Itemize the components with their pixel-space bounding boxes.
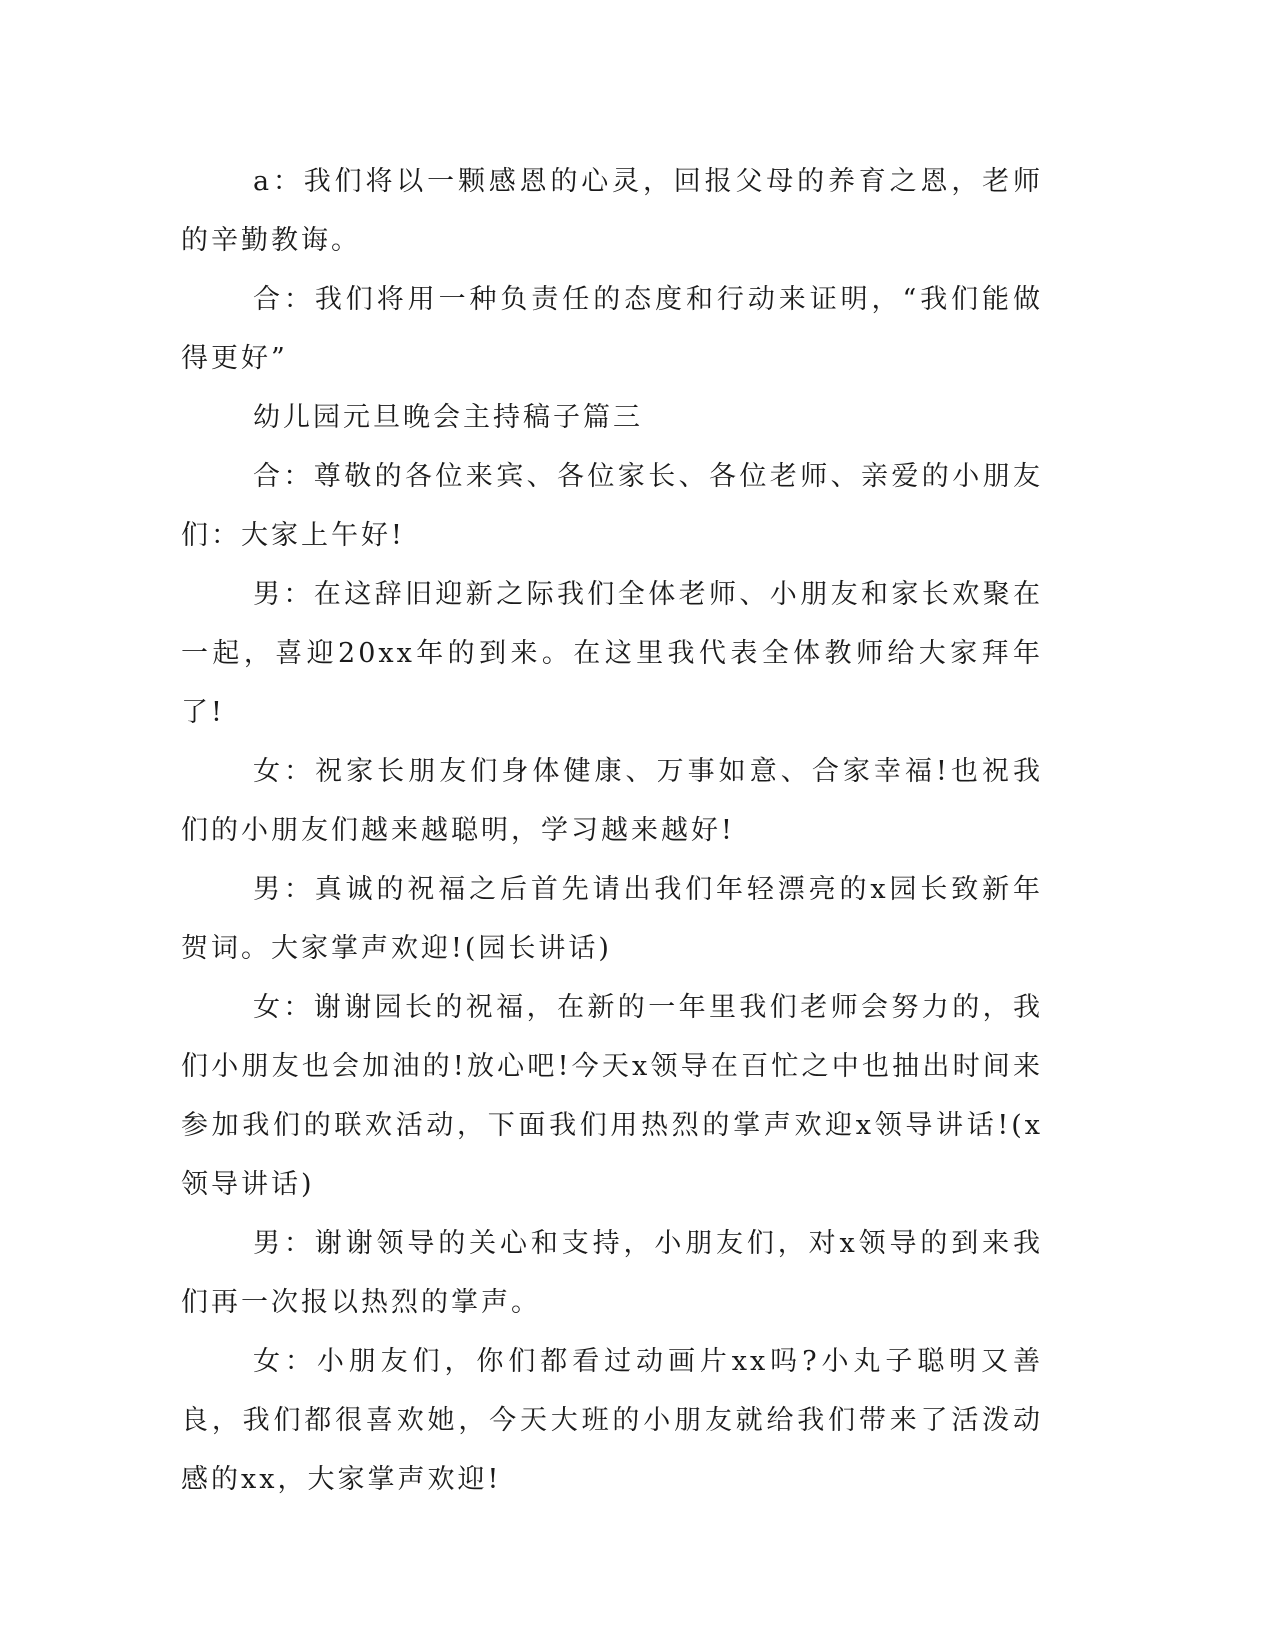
section-heading: 幼儿园元旦晚会主持稿子篇三 <box>253 402 643 433</box>
paragraph-responsibility: 合：我们将用一种负责任的态度和行动来证明，“我们能做得更好” <box>181 284 1043 374</box>
document-body <box>181 152 1043 1509</box>
paragraph-performance-intro: 女：小朋友们，你们都看过动画片xx吗?小丸子聪明又善良，我们都很喜欢她，今天大班的小朋友就给我们带来了活泼动感的xx，大家掌声欢迎! <box>181 1346 1043 1495</box>
paragraph-thanks-leader: 男：谢谢领导的关心和支持，小朋友们，对x领导的到来我们再一次报以热烈的掌声。 <box>181 1228 1043 1318</box>
paragraph-new-year: 男：在这辞旧迎新之际我们全体老师、小朋友和家长欢聚在一起，喜迎20xx年的到来。在这里我代表全体教师给大家拜年了! <box>181 579 1043 728</box>
paragraph-principal-intro: 男：真诚的祝福之后首先请出我们年轻漂亮的x园长致新年贺词。大家掌声欢迎!(园长讲话) <box>181 874 1043 964</box>
paragraph-leader-intro: 女：谢谢园长的祝福，在新的一年里我们老师会努力的，我们小朋友也会加油的!放心吧!今天x领导在百忙之中也抽出时间来参加我们的联欢活动，下面我们用热烈的掌声欢迎x领导讲话!(x领导讲话) <box>181 992 1043 1200</box>
paragraph-wishes: 女：祝家长朋友们身体健康、万事如意、合家幸福!也祝我们的小朋友们越来越聪明，学习越来越好! <box>181 756 1043 846</box>
paragraph-gratitude: a：我们将以一颗感恩的心灵，回报父母的养育之恩，老师的辛勤教诲。 <box>181 166 1043 256</box>
paragraph-greeting: 合：尊敬的各位来宾、各位家长、各位老师、亲爱的小朋友们：大家上午好! <box>181 461 1043 551</box>
